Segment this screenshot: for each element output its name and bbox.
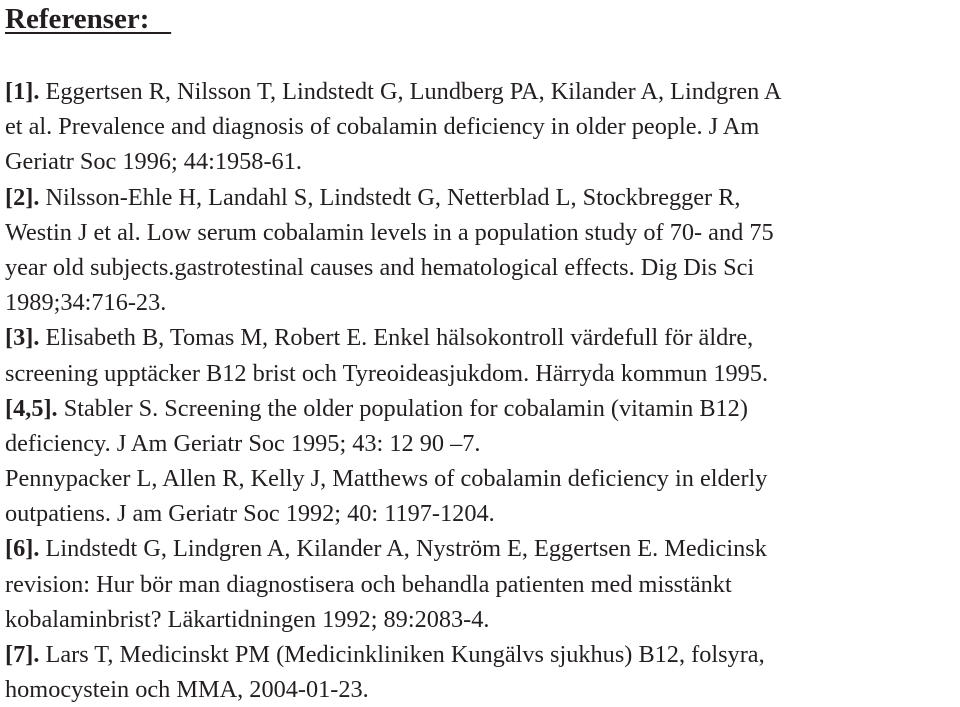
reference-item-2: [5, 180, 955, 321]
reference-text: Nilsson-Ehle H, Landahl S, Lindstedt G, Netterblad L, Stockbregger R,: [39, 183, 741, 211]
reference-line: [5, 74, 955, 109]
reference-item-4-5: [5, 391, 955, 532]
reference-number: [1].: [5, 78, 40, 105]
reference-line: et al. Prevalence and diagnosis of cobalamin deficiency in older people. J Am: [5, 113, 760, 141]
reference-number: [3].: [5, 324, 40, 352]
reference-number: [4,5].: [5, 394, 58, 422]
reference-item-1: [5, 74, 955, 180]
reference-line: outpatiens. J am Geriatr Soc 1992; 40: 1197-1204.: [5, 500, 495, 528]
reference-line: screening upptäcker B12 brist och Tyreoideasjukdom. Härryda kommun 1995.: [5, 359, 769, 387]
reference-text: Stabler S. Screening the older population for cobalamin (vitamin B12): [57, 394, 748, 422]
reference-line: [5, 637, 955, 672]
reference-line: revision: Hur bör man diagnostisera och behandla patienten med misstänkt: [5, 570, 732, 598]
reference-text: Eggertsen R, Nilsson T, Lindstedt G, Lundberg PA, Kilander A, Lindgren A: [39, 78, 782, 105]
reference-item-7: [5, 637, 955, 707]
reference-text: Elisabeth B, Tomas M, Robert E. Enkel hälsokontroll värdefull för äldre,: [39, 324, 754, 352]
reference-line: homocystein och MMA, 2004-01-23.: [5, 676, 369, 704]
reference-number: [7].: [5, 641, 40, 668]
reference-number: [2].: [5, 183, 40, 211]
reference-line: deficiency. J Am Geriatr Soc 1995; 43: 12 90 –7.: [5, 429, 481, 457]
reference-line: [5, 531, 955, 566]
reference-text: Lindstedt G, Lindgren A, Kilander A, Nyström E, Eggertsen E. Medicinsk: [39, 535, 767, 563]
reference-item-3: [5, 320, 955, 390]
references-heading: Referenser:: [5, 3, 172, 35]
reference-line: 1989;34:716-23.: [5, 289, 167, 317]
reference-number: [6].: [5, 535, 40, 563]
reference-line: [5, 320, 955, 355]
reference-line: Geriatr Soc 1996; 44:1958-61.: [5, 148, 302, 176]
reference-line: [5, 180, 955, 215]
reference-item-6: [5, 531, 955, 637]
reference-line: year old subjects.gastrotestinal causes and hematological effects. Dig Dis Sci: [5, 253, 755, 281]
reference-line: [5, 391, 955, 426]
reference-text: Lars T, Medicinskt PM (Medicinkliniken Kungälvs sjukhus) B12, folsyra,: [39, 641, 765, 668]
reference-line: kobalaminbrist? Läkartidningen 1992; 89:2083-4.: [5, 605, 490, 633]
reference-line: Pennypacker L, Allen R, Kelly J, Matthews of cobalamin deficiency in elderly: [5, 465, 768, 493]
reference-line: Westin J et al. Low serum cobalamin levels in a population study of 70- and 75: [5, 218, 774, 246]
reference-list: [5, 74, 955, 707]
